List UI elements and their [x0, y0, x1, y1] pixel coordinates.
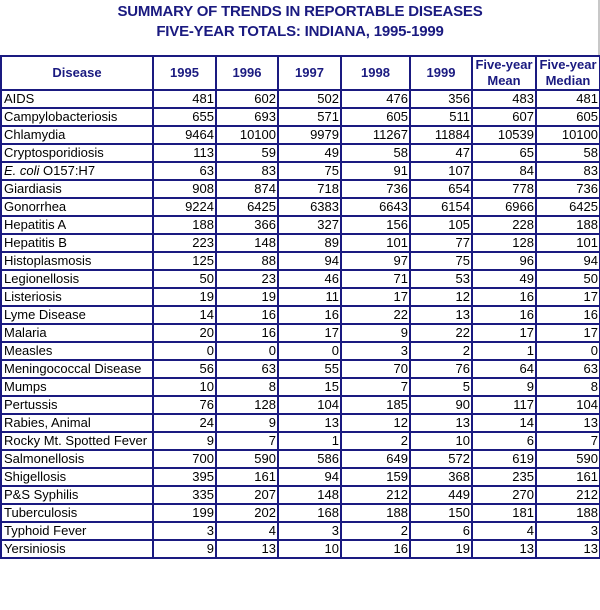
disease-name-cell	[1, 504, 153, 522]
disease-name-cell	[1, 522, 153, 540]
disease-name: Salmonellosis	[4, 451, 85, 466]
value-cell-y1996: 16	[216, 324, 278, 342]
value-cell-y1996: 693	[216, 108, 278, 126]
column-header-label: 1996	[232, 65, 262, 80]
value-cell-y1998: 188	[341, 504, 410, 522]
value-cell-y1996: 128	[216, 396, 278, 414]
value-cell-y1995: 76	[153, 396, 216, 414]
value-cell-y1999: 47	[410, 144, 472, 162]
value-cell-mean: 6	[472, 432, 536, 450]
value-cell-y1999: 19	[410, 540, 472, 558]
table-row	[1, 414, 600, 432]
value-cell-y1996: 4	[216, 522, 278, 540]
value-cell-y1997: 13	[278, 414, 341, 432]
value-cell-y1999: 22	[410, 324, 472, 342]
value-cell-median: 0	[536, 342, 600, 360]
value-cell-y1999: 90	[410, 396, 472, 414]
value-cell-y1995: 0	[153, 342, 216, 360]
table-row	[1, 270, 600, 288]
value-cell-y1999: 105	[410, 216, 472, 234]
value-cell-y1996: 13	[216, 540, 278, 558]
value-cell-y1998: 71	[341, 270, 410, 288]
header-row	[1, 56, 600, 90]
value-cell-mean: 10539	[472, 126, 536, 144]
disease-name: Giardiasis	[4, 181, 62, 196]
table-row	[1, 126, 600, 144]
disease-name-cell	[1, 450, 153, 468]
value-cell-y1997: 718	[278, 180, 341, 198]
disease-name: Rocky Mt. Spotted Fever	[4, 433, 148, 448]
column-header-y1997	[278, 56, 341, 90]
value-cell-y1998: 605	[341, 108, 410, 126]
table-row	[1, 216, 600, 234]
column-header-label: Disease	[52, 65, 102, 80]
value-cell-y1998: 12	[341, 414, 410, 432]
value-cell-y1999: 150	[410, 504, 472, 522]
value-cell-median: 6425	[536, 198, 600, 216]
value-cell-median: 3	[536, 522, 600, 540]
value-cell-y1998: 22	[341, 306, 410, 324]
value-cell-y1996: 161	[216, 468, 278, 486]
value-cell-mean: 619	[472, 450, 536, 468]
value-cell-y1999: 13	[410, 414, 472, 432]
column-header-label: 1998	[361, 65, 390, 80]
value-cell-y1999: 5	[410, 378, 472, 396]
value-cell-mean: 483	[472, 90, 536, 108]
value-cell-mean: 96	[472, 252, 536, 270]
value-cell-mean: 14	[472, 414, 536, 432]
value-cell-median: 16	[536, 306, 600, 324]
disease-name-cell	[1, 162, 153, 180]
value-cell-mean: 16	[472, 288, 536, 306]
disease-name: Gonorrhea	[4, 199, 67, 214]
value-cell-y1998: 649	[341, 450, 410, 468]
value-cell-y1997: 571	[278, 108, 341, 126]
table-row	[1, 540, 600, 558]
value-cell-mean: 6966	[472, 198, 536, 216]
value-cell-mean: 49	[472, 270, 536, 288]
value-cell-y1997: 3	[278, 522, 341, 540]
value-cell-y1999: 12	[410, 288, 472, 306]
disease-name-cell	[1, 126, 153, 144]
disease-name-cell	[1, 432, 153, 450]
value-cell-y1997: 502	[278, 90, 341, 108]
table-row	[1, 252, 600, 270]
value-cell-y1998: 159	[341, 468, 410, 486]
value-cell-y1996: 59	[216, 144, 278, 162]
value-cell-median: 13	[536, 414, 600, 432]
table-body	[1, 90, 600, 558]
value-cell-median: 590	[536, 450, 600, 468]
value-cell-y1998: 2	[341, 522, 410, 540]
value-cell-y1996: 16	[216, 306, 278, 324]
disease-name-cell	[1, 468, 153, 486]
value-cell-y1998: 2	[341, 432, 410, 450]
value-cell-median: 188	[536, 216, 600, 234]
table-row	[1, 144, 600, 162]
value-cell-y1998: 17	[341, 288, 410, 306]
disease-name-cell	[1, 288, 153, 306]
value-cell-median: 50	[536, 270, 600, 288]
table-row	[1, 360, 600, 378]
table-row	[1, 90, 600, 108]
value-cell-y1995: 56	[153, 360, 216, 378]
table-row	[1, 396, 600, 414]
value-cell-y1995: 50	[153, 270, 216, 288]
disease-name-cell	[1, 396, 153, 414]
disease-name-cell	[1, 90, 153, 108]
value-cell-y1998: 3	[341, 342, 410, 360]
value-cell-y1998: 7	[341, 378, 410, 396]
disease-name: Rabies, Animal	[4, 415, 91, 430]
value-cell-y1996: 366	[216, 216, 278, 234]
value-cell-mean: 607	[472, 108, 536, 126]
value-cell-y1998: 476	[341, 90, 410, 108]
value-cell-mean: 778	[472, 180, 536, 198]
value-cell-y1997: 327	[278, 216, 341, 234]
value-cell-mean: 4	[472, 522, 536, 540]
title-line-2: FIVE-YEAR TOTALS: INDIANA, 1995-1999	[156, 23, 444, 40]
value-cell-median: 101	[536, 234, 600, 252]
value-cell-y1999: 107	[410, 162, 472, 180]
value-cell-y1998: 101	[341, 234, 410, 252]
disease-name: Listeriosis	[4, 289, 62, 304]
value-cell-mean: 181	[472, 504, 536, 522]
table-row	[1, 504, 600, 522]
table-row	[1, 162, 600, 180]
value-cell-y1995: 14	[153, 306, 216, 324]
value-cell-y1999: 449	[410, 486, 472, 504]
column-header-median	[536, 56, 600, 90]
value-cell-median: 605	[536, 108, 600, 126]
value-cell-y1996: 874	[216, 180, 278, 198]
value-cell-y1995: 125	[153, 252, 216, 270]
value-cell-y1999: 75	[410, 252, 472, 270]
table-row	[1, 450, 600, 468]
value-cell-y1996: 590	[216, 450, 278, 468]
column-header-label: 1999	[426, 65, 456, 80]
value-cell-y1999: 368	[410, 468, 472, 486]
value-cell-y1997: 49	[278, 144, 341, 162]
value-cell-median: 58	[536, 144, 600, 162]
value-cell-y1995: 199	[153, 504, 216, 522]
value-cell-y1995: 655	[153, 108, 216, 126]
column-header-sublabel: Mean	[487, 73, 521, 88]
table-row	[1, 342, 600, 360]
disease-name-cell	[1, 540, 153, 558]
value-cell-y1997: 94	[278, 468, 341, 486]
value-cell-mean: 16	[472, 306, 536, 324]
disease-trends-table	[0, 55, 600, 559]
disease-name: Shigellosis	[4, 469, 67, 484]
value-cell-mean: 64	[472, 360, 536, 378]
value-cell-y1999: 13	[410, 306, 472, 324]
value-cell-median: 161	[536, 468, 600, 486]
value-cell-y1996: 0	[216, 342, 278, 360]
value-cell-y1997: 15	[278, 378, 341, 396]
value-cell-mean: 84	[472, 162, 536, 180]
value-cell-y1995: 223	[153, 234, 216, 252]
table-row	[1, 108, 600, 126]
disease-name-cell	[1, 144, 153, 162]
value-cell-y1998: 58	[341, 144, 410, 162]
column-header-label: 1997	[295, 65, 324, 80]
disease-name-cell	[1, 342, 153, 360]
value-cell-y1996: 202	[216, 504, 278, 522]
table-row	[1, 432, 600, 450]
value-cell-median: 104	[536, 396, 600, 414]
value-cell-median: 8	[536, 378, 600, 396]
disease-name-cell	[1, 198, 153, 216]
disease-name: Tuberculosis	[4, 505, 78, 520]
value-cell-y1996: 148	[216, 234, 278, 252]
value-cell-y1996: 10100	[216, 126, 278, 144]
column-header-label: 1995	[170, 65, 199, 80]
disease-name: P&S Syphilis	[4, 487, 79, 502]
table-row	[1, 180, 600, 198]
table-row	[1, 198, 600, 216]
disease-name-cell	[1, 234, 153, 252]
value-cell-y1997: 55	[278, 360, 341, 378]
value-cell-y1995: 9464	[153, 126, 216, 144]
value-cell-y1995: 395	[153, 468, 216, 486]
column-header-mean	[472, 56, 536, 90]
column-header-y1998	[341, 56, 410, 90]
value-cell-y1996: 6425	[216, 198, 278, 216]
value-cell-median: 13	[536, 540, 600, 558]
disease-name-italic: E. coli	[4, 163, 40, 178]
disease-name-cell	[1, 378, 153, 396]
disease-name-cell	[1, 324, 153, 342]
disease-name: Pertussis	[4, 397, 58, 412]
value-cell-y1999: 2	[410, 342, 472, 360]
disease-name: Typhoid Fever	[4, 523, 87, 538]
value-cell-mean: 17	[472, 324, 536, 342]
value-cell-y1996: 8	[216, 378, 278, 396]
column-header-disease	[1, 56, 153, 90]
disease-name-cell	[1, 108, 153, 126]
value-cell-y1998: 156	[341, 216, 410, 234]
disease-name-cell	[1, 486, 153, 504]
disease-name-cell	[1, 216, 153, 234]
value-cell-y1995: 335	[153, 486, 216, 504]
value-cell-y1997: 46	[278, 270, 341, 288]
value-cell-mean: 1	[472, 342, 536, 360]
column-header-label: Five-year	[475, 57, 533, 72]
value-cell-y1995: 9	[153, 540, 216, 558]
value-cell-y1996: 19	[216, 288, 278, 306]
value-cell-median: 83	[536, 162, 600, 180]
value-cell-y1997: 168	[278, 504, 341, 522]
value-cell-y1997: 586	[278, 450, 341, 468]
value-cell-y1998: 212	[341, 486, 410, 504]
value-cell-y1998: 91	[341, 162, 410, 180]
disease-name: Campylobacteriosis	[4, 109, 118, 124]
value-cell-y1997: 148	[278, 486, 341, 504]
value-cell-y1995: 20	[153, 324, 216, 342]
value-cell-y1997: 17	[278, 324, 341, 342]
table-row	[1, 522, 600, 540]
value-cell-y1995: 9224	[153, 198, 216, 216]
value-cell-y1998: 11267	[341, 126, 410, 144]
value-cell-y1999: 77	[410, 234, 472, 252]
value-cell-y1995: 700	[153, 450, 216, 468]
value-cell-median: 188	[536, 504, 600, 522]
value-cell-mean: 270	[472, 486, 536, 504]
table-row	[1, 324, 600, 342]
value-cell-y1995: 908	[153, 180, 216, 198]
disease-name-cell	[1, 414, 153, 432]
column-header-y1996	[216, 56, 278, 90]
value-cell-y1995: 113	[153, 144, 216, 162]
disease-name: Lyme Disease	[4, 307, 86, 322]
value-cell-y1997: 0	[278, 342, 341, 360]
table-row	[1, 288, 600, 306]
table-row	[1, 468, 600, 486]
disease-name: Hepatitis B	[4, 235, 67, 250]
value-cell-y1999: 10	[410, 432, 472, 450]
value-cell-y1997: 75	[278, 162, 341, 180]
title-line-1: SUMMARY OF TRENDS IN REPORTABLE DISEASES	[117, 3, 483, 20]
disease-name: Legionellosis	[4, 271, 80, 286]
column-header-y1999	[410, 56, 472, 90]
value-cell-y1996: 63	[216, 360, 278, 378]
value-cell-y1997: 6383	[278, 198, 341, 216]
disease-name: AIDS	[4, 91, 35, 106]
value-cell-mean: 9	[472, 378, 536, 396]
disease-name: Measles	[4, 343, 53, 358]
value-cell-median: 212	[536, 486, 600, 504]
value-cell-y1996: 83	[216, 162, 278, 180]
disease-name-cell	[1, 360, 153, 378]
value-cell-y1999: 76	[410, 360, 472, 378]
disease-name: Meningococcal Disease	[4, 361, 142, 376]
table-row	[1, 378, 600, 396]
value-cell-median: 10100	[536, 126, 600, 144]
value-cell-median: 7	[536, 432, 600, 450]
value-cell-mean: 235	[472, 468, 536, 486]
value-cell-y1998: 9	[341, 324, 410, 342]
value-cell-y1997: 9979	[278, 126, 341, 144]
value-cell-y1998: 97	[341, 252, 410, 270]
value-cell-median: 94	[536, 252, 600, 270]
value-cell-y1997: 1	[278, 432, 341, 450]
value-cell-y1996: 7	[216, 432, 278, 450]
value-cell-y1996: 23	[216, 270, 278, 288]
value-cell-y1998: 6643	[341, 198, 410, 216]
value-cell-y1997: 94	[278, 252, 341, 270]
value-cell-median: 481	[536, 90, 600, 108]
disease-name: Chlamydia	[4, 127, 66, 142]
value-cell-mean: 228	[472, 216, 536, 234]
value-cell-y1998: 736	[341, 180, 410, 198]
value-cell-y1998: 185	[341, 396, 410, 414]
value-cell-mean: 65	[472, 144, 536, 162]
value-cell-y1999: 511	[410, 108, 472, 126]
value-cell-y1995: 24	[153, 414, 216, 432]
column-header-y1995	[153, 56, 216, 90]
value-cell-y1997: 11	[278, 288, 341, 306]
table-row	[1, 486, 600, 504]
value-cell-y1999: 11884	[410, 126, 472, 144]
disease-name-cell	[1, 306, 153, 324]
value-cell-y1997: 104	[278, 396, 341, 414]
value-cell-median: 17	[536, 288, 600, 306]
column-header-label: Five-year	[539, 57, 597, 72]
disease-name: Malaria	[4, 325, 47, 340]
value-cell-y1999: 6154	[410, 198, 472, 216]
disease-name: Hepatitis A	[4, 217, 67, 232]
column-header-sublabel: Median	[545, 73, 591, 88]
table-row	[1, 234, 600, 252]
value-cell-y1999: 654	[410, 180, 472, 198]
value-cell-y1997: 16	[278, 306, 341, 324]
value-cell-mean: 128	[472, 234, 536, 252]
value-cell-y1997: 89	[278, 234, 341, 252]
value-cell-y1995: 9	[153, 432, 216, 450]
value-cell-y1999: 572	[410, 450, 472, 468]
disease-name-cell	[1, 180, 153, 198]
value-cell-y1997: 10	[278, 540, 341, 558]
disease-name: O157:H7	[39, 163, 96, 178]
value-cell-y1995: 188	[153, 216, 216, 234]
value-cell-y1998: 70	[341, 360, 410, 378]
disease-name: Yersiniosis	[4, 541, 66, 556]
value-cell-median: 17	[536, 324, 600, 342]
value-cell-median: 736	[536, 180, 600, 198]
disease-name: Histoplasmosis	[4, 253, 92, 268]
value-cell-y1995: 10	[153, 378, 216, 396]
value-cell-mean: 13	[472, 540, 536, 558]
value-cell-y1999: 53	[410, 270, 472, 288]
disease-name-cell	[1, 270, 153, 288]
value-cell-y1998: 16	[341, 540, 410, 558]
value-cell-y1996: 9	[216, 414, 278, 432]
value-cell-y1995: 63	[153, 162, 216, 180]
value-cell-y1999: 6	[410, 522, 472, 540]
disease-name: Mumps	[4, 379, 47, 394]
value-cell-median: 63	[536, 360, 600, 378]
value-cell-y1995: 3	[153, 522, 216, 540]
value-cell-y1996: 602	[216, 90, 278, 108]
value-cell-y1996: 207	[216, 486, 278, 504]
value-cell-mean: 117	[472, 396, 536, 414]
value-cell-y1996: 88	[216, 252, 278, 270]
value-cell-y1995: 481	[153, 90, 216, 108]
value-cell-y1999: 356	[410, 90, 472, 108]
value-cell-y1995: 19	[153, 288, 216, 306]
table-row	[1, 306, 600, 324]
disease-name: Cryptosporidiosis	[4, 145, 104, 160]
disease-name-cell	[1, 252, 153, 270]
